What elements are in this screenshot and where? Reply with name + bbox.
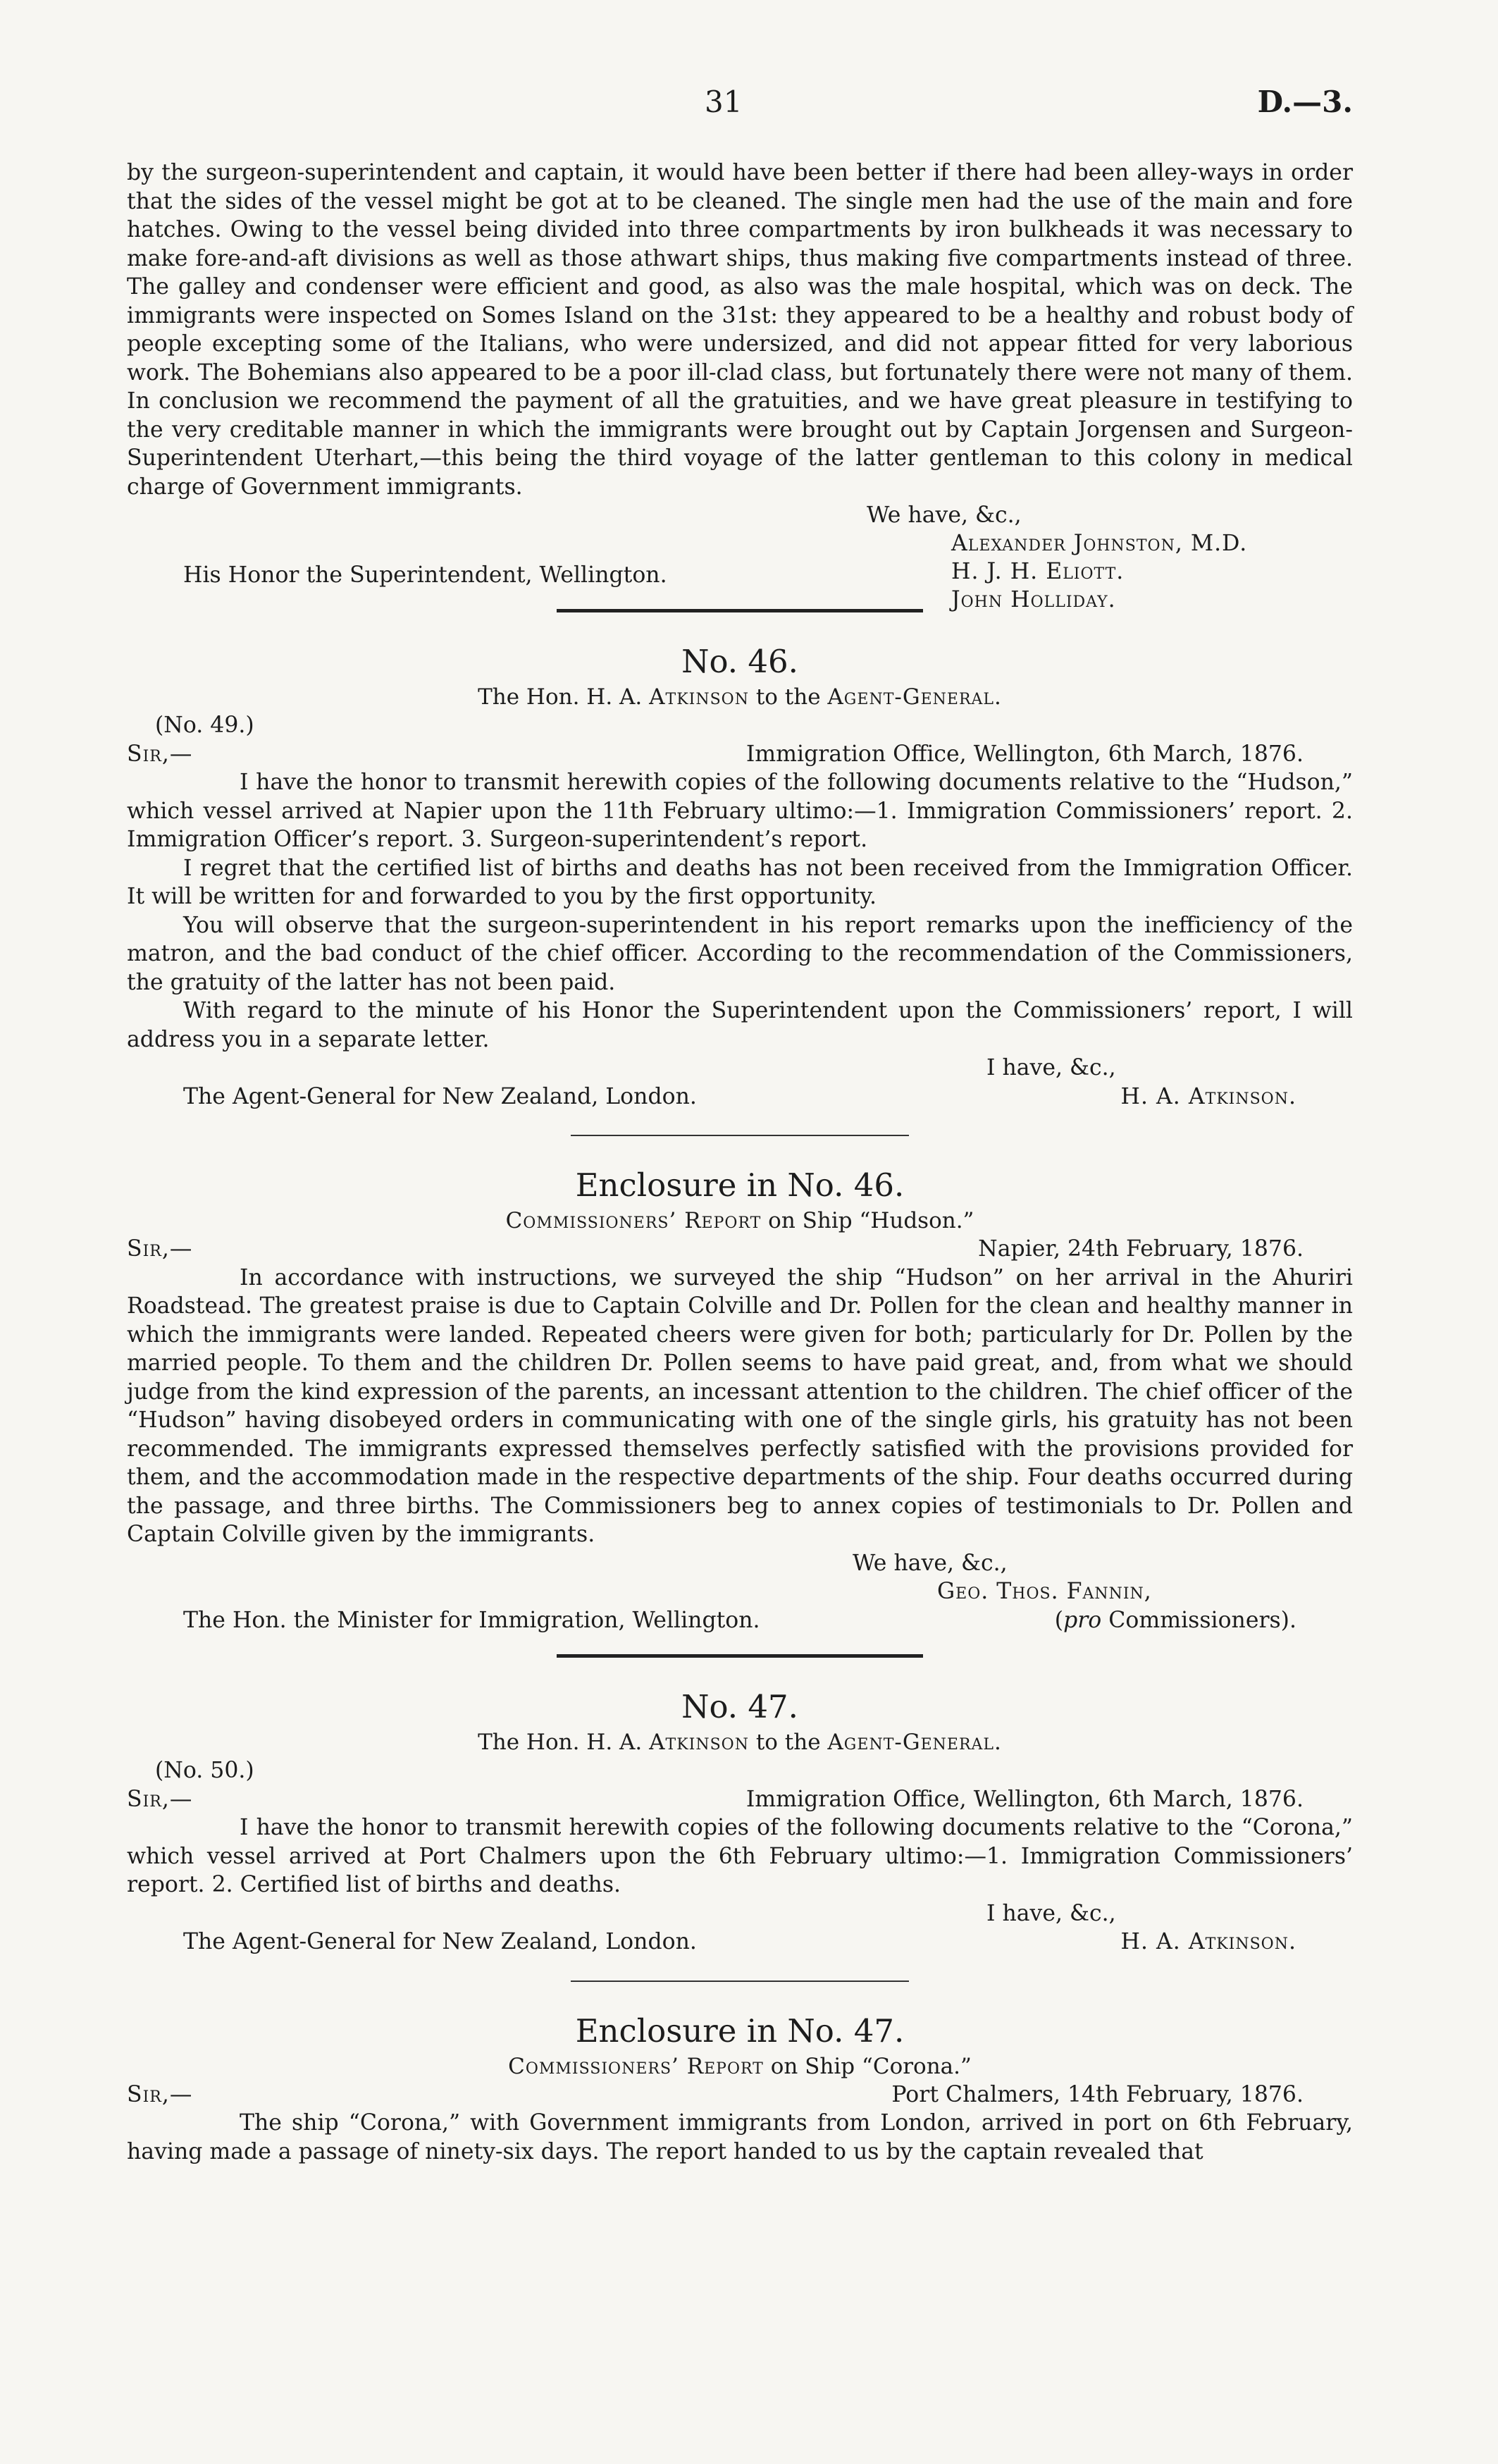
subtitle-mid: to the [755,684,821,710]
body-paragraph: You will observe that the surgeon-superintendent in his report remarks upon the inefficiency of the matron, and the bad conduct of the chief officer. According to the recommendation of the Commissioners, the gratuity of the latter has not been paid. [127,912,1353,995]
letter-continuation [127,159,1353,612]
signatory-name: John Holliday. [951,587,1116,612]
section-no-47 [127,1686,1353,1957]
section-divider [557,1654,923,1658]
section-subtitle [127,2052,1353,2081]
section-divider [571,1981,909,1982]
body-paragraph: In accordance with instructions, we surveyed the ship “Hudson” on her arrival in the Ahuriri Roadstead. The greatest praise is due to Captain Colville and Dr. Pollen for the clean and healthy manner in which the immigrants were landed. Repeated cheers were given for both; particularly for Dr. Pollen by the married people. To them and the children Dr. Pollen seems to have paid great, and, from what we should judge from the kind expression of the parents, an incessant attention to the children. The chief officer of the “Hudson” having disobeyed orders in communicating with one of the single girls, his gratuity has not been recommended. The immigrants expressed themselves perfectly satisfied with the provisions provided for them, and the accommodation made in the respective departments of the ship. Four deaths occurred during the passage, and three births. The Commissioners beg to annex copies of testimonials to Dr. Pollen and Captain Colville given by the immigrants. [127,1264,1353,1547]
section-subtitle [127,1207,1353,1235]
addressee: The Agent-General for New Zealand, London. [183,1929,697,1954]
section-divider [557,609,923,612]
salutation-row [127,740,1353,769]
subtitle-report: Commissioners’ Report [508,2053,764,2079]
section-enclosure-47 [127,2010,1353,2167]
document-body [127,159,1353,2166]
salutation: Sir,— [127,1786,193,1812]
letter-reference: (No. 49.) [155,713,254,738]
subtitle-recipient: Agent-General. [827,1730,1002,1755]
dateline: Port Chalmers, 14th February, 1876. [891,2081,1304,2107]
dateline: Napier, 24th February, 1876. [978,1236,1304,1262]
body-paragraph: I have the honor to transmit herewith copies of the following documents relative to the “Hudson,” which vessel arrived at Napier upon the 11th February ultimo:—1. Immigration Commissioners’ report. 2. Immigration Officer’s report. 3. Surgeon-superintendent’s report. [127,770,1353,852]
signatory-name: H. J. H. Eliott. [951,559,1125,584]
dateline: Immigration Office, Wellington, 6th March, 1876. [745,741,1304,767]
salutation: Sir,— [127,1236,193,1262]
section-title: Enclosure in No. 47. [575,2012,905,2050]
page-number: 31 [705,85,743,119]
closing-phrase: I have, &c., [986,1055,1116,1080]
subtitle-name: Atkinson [649,1730,749,1755]
section-no-46 [127,641,1353,1111]
salutation-row [127,1235,1353,1264]
section-title: No. 47. [681,1688,798,1725]
signatories [951,529,1247,614]
closing-phrase: I have, &c., [986,1900,1116,1926]
signatory-name: Alexander Johnston, M.D. [951,531,1248,556]
closing-phrase: We have, &c., [867,503,1022,528]
signature-block [127,501,1353,612]
section-divider [571,1135,909,1136]
signature: H. A. Atkinson. [1120,1083,1296,1109]
section-enclosure-46 [127,1164,1353,1634]
addressee-row [127,1606,1353,1635]
subtitle-mid: to the [755,1730,821,1755]
reference-row [127,1756,1353,1785]
signature: Geo. Thos. Fannin, [937,1579,1152,1604]
signature-row [127,1083,1353,1111]
subtitle-report: Commissioners’ Report [505,1208,762,1233]
document-reference: D.—3. [1257,85,1353,119]
section-subtitle [127,1728,1353,1756]
subtitle-name: Atkinson [649,684,749,710]
signature-row [127,1928,1353,1957]
section-title: No. 46. [681,643,798,680]
addressee: The Agent-General for New Zealand, London. [183,1083,697,1109]
body-paragraph: The ship “Corona,” with Government immigrants from London, arrived in port on 6th February, having made a passage of ninety-six days. The report handed to us by the captain revealed that [127,2110,1353,2164]
section-title: Enclosure in No. 46. [575,1166,905,1204]
signature-note-italic: pro [1063,1607,1102,1633]
salutation: Sir,— [127,2081,193,2107]
closing-row [127,1054,1353,1083]
addressee: His Honor the Superintendent, Wellington. [183,562,667,588]
body-paragraph: With regard to the minute of his Honor the Superintendent upon the Commissioners’ report, I will address you in a separate letter. [127,998,1353,1052]
subtitle-ship: on Ship “Corona.” [770,2053,972,2079]
subtitle-recipient: Agent-General. [827,684,1002,710]
body-paragraph: I regret that the certified list of births and deaths has not been received from the Immigration Officer. It will be written for and forwarded to you by the first opportunity. [127,855,1353,909]
signature: H. A. Atkinson. [1120,1929,1296,1954]
dateline: Immigration Office, Wellington, 6th March, 1876. [745,1786,1304,1812]
page-header [127,85,1353,127]
addressee: The Hon. the Minister for Immigration, Wellington. [183,1607,760,1633]
body-paragraph: by the surgeon-superintendent and captain, it would have been better if there had been alley-ways in order that the sides of the vessel might be got at to be cleaned. The single men had the use of the main and fore hatches. Owing to the vessel being divided into three compartments by iron bulkheads it was necessary to make fore-and-aft divisions as well as those athwart ships, thus making five compartments instead of three. The galley and condenser were efficient and good, as also was the male hospital, which was on deck. The immigrants were inspected on Somes Island on the 31st: they appeared to be a healthy and robust body of people excepting some of the Italians, who were undersized, and did not appear fitted for very laborious work. The Bohemians also appeared to be a poor ill-clad class, but fortunately there were not many of them. In conclusion we recommend the payment of all the gratuities, and we have great pleasure in testifying to the very creditable manner in which the immigrants were brought out by Captain Jorgensen and Surgeon-Superintendent Uterhart,—this being the third voyage of the latter gentleman to this colony in medical charge of Government immigrants. [127,160,1353,500]
letter-reference: (No. 50.) [155,1758,254,1783]
closing-row [127,1899,1353,1928]
section-subtitle [127,683,1353,711]
subtitle-prefix: The Hon. H. A. [478,1730,643,1755]
salutation: Sir,— [127,741,193,767]
reference-row [127,711,1353,740]
closing-row [127,1549,1353,1578]
body-paragraph: I have the honor to transmit herewith copies of the following documents relative to the “Corona,” which vessel arrived at Port Chalmers upon the 6th February ultimo:—1. Immigration Commissioners’ report. 2. Certified list of births and deaths. [127,1815,1353,1897]
closing-phrase: We have, &c., [853,1550,1008,1576]
signature-note-text: Commissioners). [1108,1607,1296,1633]
subtitle-prefix: The Hon. H. A. [478,684,643,710]
subtitle-ship: on Ship “Hudson.” [768,1208,974,1233]
signature-row [127,1577,1353,1606]
salutation-row [127,2081,1353,2109]
signature-note: (pro Commissioners). [1054,1607,1296,1633]
salutation-row [127,1785,1353,1814]
